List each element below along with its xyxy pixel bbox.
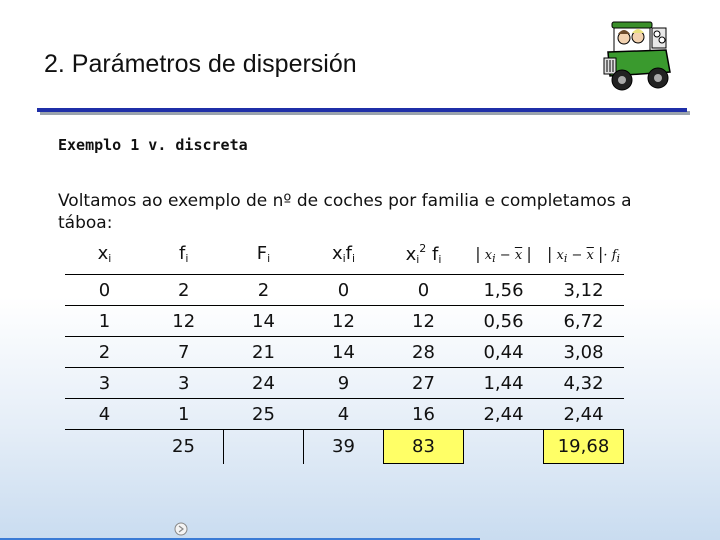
cell-fi: 1 xyxy=(178,403,190,425)
weighted-deviation-formula: | $x_i - \overline{x}$ |· $f_i$ xyxy=(546,244,621,265)
header-xi: $x_i$ xyxy=(97,243,112,265)
cell-xifi: 12 xyxy=(332,310,355,332)
cell-xi: 0 xyxy=(98,279,111,301)
cell-weighted-deviation: 3,12 xyxy=(563,279,604,301)
cell-abs-deviation: 1,44 xyxy=(483,372,524,394)
total-empty-abs-deviation xyxy=(464,430,544,464)
table-row xyxy=(65,275,624,306)
table-row xyxy=(65,368,624,399)
cell-xi2fi: 12 xyxy=(412,310,435,332)
cell-xi: 2 xyxy=(98,341,111,363)
total-xi2fi: 83 xyxy=(384,430,464,464)
cell-fi: 12 xyxy=(172,310,196,332)
header-xi2fi: $x_i^2$ $f_i$ xyxy=(405,242,442,266)
total-empty-Fi xyxy=(224,430,304,464)
cell-xifi: 4 xyxy=(337,403,350,425)
cell-xi: 1 xyxy=(98,310,111,332)
cell-xi: 3 xyxy=(98,372,111,394)
total-weighted-deviation: 19,68 xyxy=(544,430,624,464)
table-row xyxy=(65,337,624,368)
total-empty-xi xyxy=(65,430,144,464)
cell-weighted-deviation: 4,32 xyxy=(563,372,604,394)
example-heading: Exemplo 1 v. discreta xyxy=(58,136,248,154)
cell-abs-deviation: 0,56 xyxy=(483,310,524,332)
table-row xyxy=(65,399,624,430)
totals-row xyxy=(65,430,624,464)
navigation-icon[interactable] xyxy=(174,522,188,536)
slide-title: 2. Parámetros de dispersión xyxy=(44,50,357,78)
cell-xi2fi: 27 xyxy=(412,372,435,394)
cell-abs-deviation: 0,44 xyxy=(483,341,524,363)
cell-fi: 7 xyxy=(178,341,190,363)
cell-xi2fi: 16 xyxy=(412,403,435,425)
total-xifi: 39 xyxy=(332,436,355,458)
header-Fi: $F_i$ xyxy=(256,243,271,265)
cell-Fi: 25 xyxy=(252,403,275,425)
header-fi: $f_i$ xyxy=(179,243,189,265)
header-abs-deviation xyxy=(464,234,544,275)
cell-xi2fi: 28 xyxy=(412,341,435,363)
cell-xi2fi: 0 xyxy=(417,279,430,301)
cell-xifi: 9 xyxy=(337,372,350,394)
abs-deviation-formula: | $x_i - \overline{x}$ | xyxy=(475,244,532,265)
cell-weighted-deviation: 3,08 xyxy=(563,341,604,363)
header-xifi: $x_if_i$ xyxy=(331,243,356,265)
total-fi: 25 xyxy=(172,436,195,458)
cell-xifi: 14 xyxy=(332,341,355,363)
car-with-people-icon xyxy=(600,14,680,96)
title-rule xyxy=(37,108,687,112)
cell-fi: 3 xyxy=(178,372,190,394)
cell-abs-deviation: 2,44 xyxy=(483,403,524,425)
cell-abs-deviation: 1,56 xyxy=(483,279,524,301)
cell-weighted-deviation: 2,44 xyxy=(563,403,604,425)
header-weighted-deviation xyxy=(544,234,624,275)
cell-fi: 2 xyxy=(178,279,190,301)
intro-text: Voltamos ao exemplo de nº de coches por familia e completamos a táboa: xyxy=(58,191,632,233)
cell-weighted-deviation: 6,72 xyxy=(563,310,604,332)
table-header-row xyxy=(65,234,624,275)
cell-xifi: 0 xyxy=(337,279,350,301)
cell-xi: 4 xyxy=(98,403,111,425)
cell-Fi: 24 xyxy=(252,372,275,394)
cell-Fi: 14 xyxy=(252,310,275,332)
table-row xyxy=(65,306,624,337)
frequency-table xyxy=(65,234,624,464)
cell-Fi: 21 xyxy=(252,341,275,363)
cell-Fi: 2 xyxy=(257,279,270,301)
